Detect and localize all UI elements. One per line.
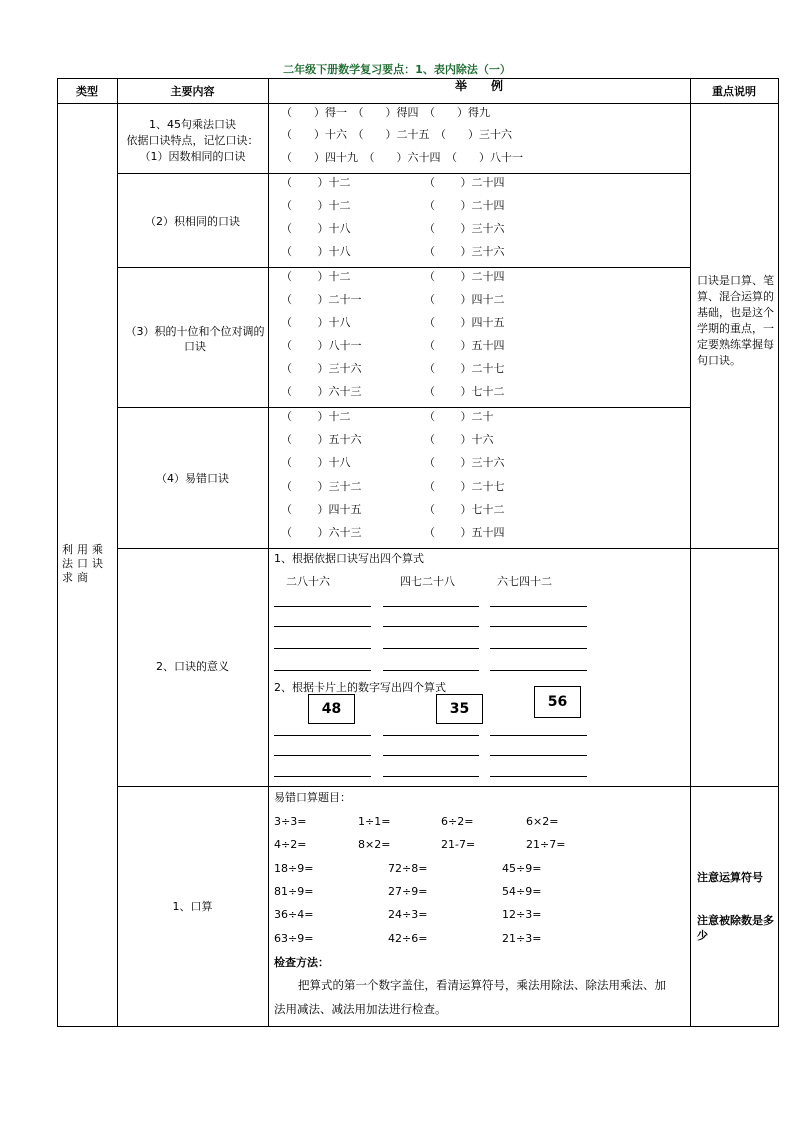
category-label: 利用乘法口诀求商: [62, 543, 107, 584]
note-dividend: 注意被除数是多少: [697, 914, 774, 942]
blank-item: 二十四: [471, 199, 505, 212]
oral-item: 21÷7=: [526, 838, 566, 851]
section-6-label: 1、口算: [172, 900, 213, 913]
blank-item: 六十三: [328, 385, 362, 398]
blank-item: 八十一: [328, 339, 362, 352]
section-1-line-1: 1、45句乘法口诀: [149, 118, 236, 131]
rhyme-item: 四七二十八: [400, 575, 455, 588]
rhyme-item: 二八十六: [286, 575, 330, 588]
blank-item: 四十五: [328, 503, 362, 516]
blank-item: 四十五: [471, 316, 505, 329]
oral-item: 4÷2=: [274, 838, 307, 851]
blank-item: 五十四: [471, 339, 505, 352]
blank-item: 七十二: [471, 385, 505, 398]
blank-item: 十二: [328, 410, 351, 423]
blank-item: 二十四: [471, 176, 505, 189]
check-title: 检查方法：: [274, 956, 329, 969]
check-text-2: 法用减法、减法用加法进行检查。: [274, 1002, 447, 1016]
oral-item: 72÷8=: [388, 862, 428, 875]
oral-item: 8×2=: [358, 838, 391, 851]
blank-item: 二十一: [328, 293, 362, 306]
number-card: 56: [534, 686, 581, 718]
oral-item: 27÷9=: [388, 885, 428, 898]
blank-item: 五十四: [471, 526, 505, 539]
example-row: （ ）十六 （ ）二十五 （ ）三十六: [281, 128, 512, 141]
page-title: 二年级下册数学复习要点：1、表内除法（一）: [283, 63, 511, 76]
example-row: （ ）四十九 （ ）六十四 （ ）八十一: [281, 151, 523, 164]
blank-item: 三十六: [471, 456, 505, 469]
blank-item: 四十二: [471, 293, 505, 306]
blank-item: 二十七: [471, 362, 505, 375]
oral-item: 54÷9=: [502, 885, 542, 898]
blank-item: 二十: [471, 410, 494, 423]
meaning-question-1: 1、根据依据口诀写出四个算式: [274, 552, 424, 565]
blank-item: 二十四: [471, 270, 505, 283]
blank-item: 二十七: [471, 480, 505, 493]
blank-item: 三十六: [471, 222, 505, 235]
oral-item: 1÷1=: [358, 815, 391, 828]
blank-item: 三十二: [328, 480, 362, 493]
blank-item: 三十六: [328, 362, 362, 375]
rhyme-item: 六七四十二: [497, 575, 552, 588]
note-key-points: 口诀是口算、笔算、混合运算的基础，也是这个学期的重点，一定要熟练掌握每句口诀。: [697, 274, 774, 367]
oral-item: 42÷6=: [388, 932, 428, 945]
oral-item: 21÷3=: [502, 932, 542, 945]
note-operator: 注意运算符号: [697, 871, 763, 884]
blank-item: 十二: [328, 176, 351, 189]
number-card: 48: [308, 694, 355, 724]
oral-item: 21-7=: [441, 838, 476, 851]
oral-item: 12÷3=: [502, 908, 542, 921]
section-3-label: （3）积的十位和个位对调的口诀: [125, 325, 265, 353]
blank-item: 十八: [328, 456, 351, 469]
blank-item: 十六: [471, 433, 494, 446]
oral-item: 81÷9=: [274, 885, 314, 898]
check-text-1: 把算式的第一个数字盖住，看清运算符号，乘法用除法、除法用乘法、加: [298, 978, 666, 992]
section-2-label: （2）积相同的口诀: [145, 215, 240, 228]
header-type: 类型: [76, 85, 98, 98]
blank-item: 十二: [328, 199, 351, 212]
oral-item: 63÷9=: [274, 932, 314, 945]
blank-item: 十八: [328, 222, 351, 235]
oral-heading: 易错口算题目：: [274, 791, 351, 804]
blank-item: 六十三: [328, 526, 362, 539]
blank-item: 七十二: [471, 503, 505, 516]
header-example: 举 例: [454, 79, 503, 93]
blank-item: 十二: [328, 270, 351, 283]
blank-item: 十八: [328, 245, 351, 258]
section-1-line-3: （1）因数相同的口诀: [139, 150, 246, 163]
blank-item: 三十六: [471, 245, 505, 258]
header-main: 主要内容: [170, 85, 215, 98]
section-5-label: 2、口诀的意义: [156, 660, 229, 673]
meaning-question-2: 2、根据卡片上的数字写出四个算式: [274, 681, 446, 694]
header-note: 重点说明: [712, 85, 756, 98]
number-card: 35: [436, 694, 483, 724]
oral-item: 45÷9=: [502, 862, 542, 875]
oral-item: 6×2=: [526, 815, 559, 828]
section-1-line-2: 依据口诀特点，记忆口诀：: [126, 134, 259, 147]
blank-item: 十八: [328, 316, 351, 329]
oral-item: 6÷2=: [441, 815, 474, 828]
oral-item: 18÷9=: [274, 862, 314, 875]
blank-item: 五十六: [328, 433, 362, 446]
section-4-label: （4）易错口诀: [156, 472, 229, 485]
oral-item: 36÷4=: [274, 908, 314, 921]
oral-item: 3÷3=: [274, 815, 307, 828]
oral-item: 24÷3=: [388, 908, 428, 921]
example-row: （ ）得一 （ ）得四 （ ）得九: [281, 106, 490, 119]
